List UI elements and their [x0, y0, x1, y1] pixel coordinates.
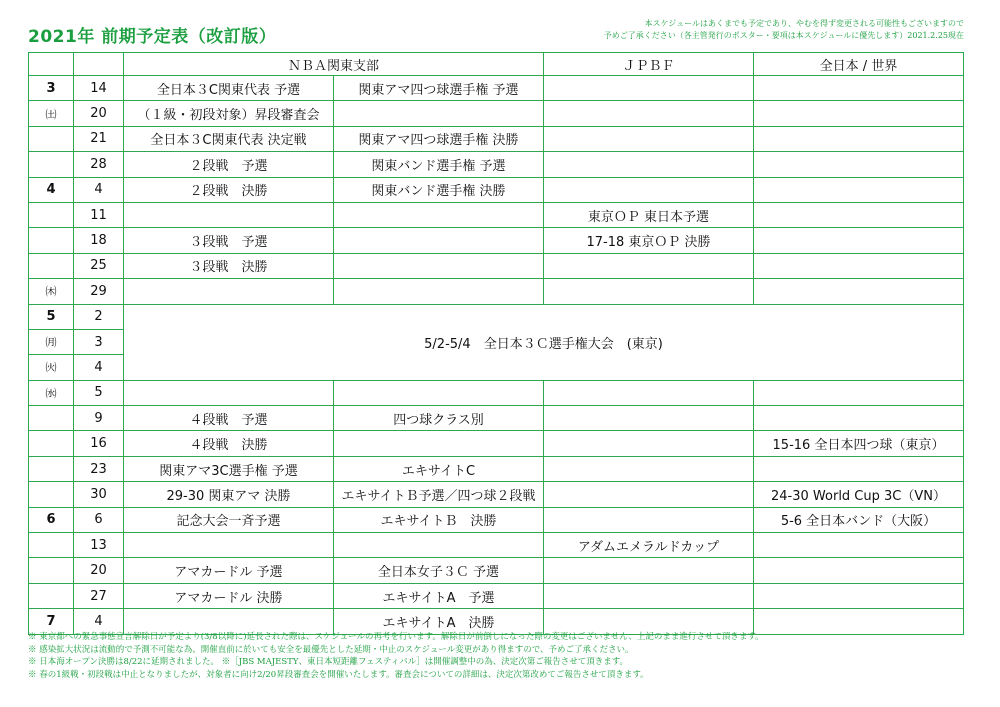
page-title: 2021年 前期予定表（改訂版） — [28, 27, 277, 47]
table-row — [29, 152, 964, 177]
month-cell — [29, 533, 74, 558]
day-cell: 20 — [74, 558, 124, 583]
table-row — [29, 253, 964, 278]
month-cell — [29, 456, 74, 481]
month-cell: ㈬ — [29, 380, 74, 405]
table-row — [29, 228, 964, 253]
table-row — [29, 76, 964, 101]
world-event-cell: 24-30 World Cup 3C（VN） — [754, 482, 964, 507]
nba-event-cell — [124, 533, 334, 558]
table-row — [29, 101, 964, 126]
day-cell: 25 — [74, 253, 124, 278]
jpbf-event-cell — [544, 177, 754, 202]
disclaimer-line: 本スケジュールはあくまでも予定であり、やむを得ず変更される可能性もございますので — [644, 19, 964, 28]
nba-event-cell-2 — [334, 202, 544, 227]
table-row — [29, 583, 964, 608]
month-header — [29, 53, 74, 76]
schedule-table — [28, 52, 964, 635]
table-row — [29, 431, 964, 456]
header-row — [29, 53, 964, 76]
jpbf-event-cell: 17-18 東京ＯＰ 決勝 — [544, 228, 754, 253]
nba-event-cell: ４段戦 予選 — [124, 406, 334, 431]
table-row — [29, 406, 964, 431]
day-cell: 4 — [74, 177, 124, 202]
jpbf-event-cell — [544, 406, 754, 431]
day-cell: 27 — [74, 583, 124, 608]
day-cell: 23 — [74, 456, 124, 481]
month-cell — [29, 152, 74, 177]
month-cell: 6 — [29, 507, 74, 532]
day-cell: 30 — [74, 482, 124, 507]
nba-event-cell-2 — [334, 228, 544, 253]
footer-notes — [28, 631, 978, 681]
nba-event-cell-2: 関東バンド選手権 予選 — [334, 152, 544, 177]
jpbf-header: ＪＰＢＦ — [544, 53, 754, 76]
nba-event-cell: 29-30 関東アマ 決勝 — [124, 482, 334, 507]
nba-event-cell-2 — [334, 380, 544, 405]
nba-event-cell — [124, 202, 334, 227]
nba-event-cell-2 — [334, 279, 544, 304]
jpbf-event-cell — [544, 279, 754, 304]
day-cell: 20 — [74, 101, 124, 126]
table-row — [29, 304, 964, 329]
jpbf-event-cell — [544, 76, 754, 101]
table-row — [29, 380, 964, 405]
schedule-disclaimer — [484, 18, 964, 42]
table-row — [29, 507, 964, 532]
table-row — [29, 482, 964, 507]
world-event-cell: 5-6 全日本バンド（大阪） — [754, 507, 964, 532]
nba-event-cell-2 — [334, 431, 544, 456]
nba-event-cell-2: エキサイトC — [334, 456, 544, 481]
world-event-cell — [754, 558, 964, 583]
month-cell — [29, 431, 74, 456]
world-event-cell — [754, 533, 964, 558]
nba-event-cell-2 — [334, 101, 544, 126]
world-event-cell — [754, 177, 964, 202]
nba-event-cell-2: 関東アマ四つ球選手権 決勝 — [334, 126, 544, 151]
month-cell: ㈫ — [29, 355, 74, 380]
world-event-cell — [754, 126, 964, 151]
month-cell: 4 — [29, 177, 74, 202]
day-cell: 5 — [74, 380, 124, 405]
jpbf-event-cell: アダムエメラルドカップ — [544, 533, 754, 558]
world-event-cell — [754, 76, 964, 101]
month-cell: ㈭ — [29, 279, 74, 304]
jpbf-event-cell — [544, 152, 754, 177]
nba-event-cell: ３段戦 予選 — [124, 228, 334, 253]
nba-event-cell — [124, 279, 334, 304]
nba-event-cell: アマカードル 予選 — [124, 558, 334, 583]
day-header — [74, 53, 124, 76]
footer-note: ※ 東京都への緊急事態宣言解除日が予定より(3/8以降に)延長された際は、スケジュールの再考を行います。解除日が前倒しになった際の変更はございません、上記のまま進行させて頂きます。 — [28, 632, 764, 642]
nba-event-cell: 全日本３C関東代表 決定戦 — [124, 126, 334, 151]
nba-event-cell-2: エキサイトA 決勝 — [334, 609, 544, 634]
day-cell: 14 — [74, 76, 124, 101]
nba-event-cell-2: エキサイトA 予選 — [334, 583, 544, 608]
world-event-cell — [754, 101, 964, 126]
table-row — [29, 456, 964, 481]
month-cell: ㈯ — [29, 101, 74, 126]
table-row — [29, 202, 964, 227]
nba-event-cell-2: 四つ球クラス別 — [334, 406, 544, 431]
table-row — [29, 177, 964, 202]
world-header: 全日本 / 世界 — [754, 53, 964, 76]
jpbf-event-cell — [544, 482, 754, 507]
footer-note: ※ 感染拡大状況は流動的で予測不可能な為、開催直前に於いても安全を最優先とした延期・中止のスケジュール変更があり得ますので、予めご了承ください。 — [28, 644, 634, 655]
nba-event-cell: ４段戦 決勝 — [124, 431, 334, 456]
day-cell: 3 — [74, 329, 124, 354]
footer-note: ※ 春の1級戦・初段戦は中止となりましたが、対象者に向け2/20昇段審査会を開催いたします。審査会についての詳細は、決定次第改めてご報告させて頂きます。 — [28, 669, 649, 680]
world-event-cell — [754, 253, 964, 278]
jpbf-event-cell — [544, 507, 754, 532]
month-cell — [29, 558, 74, 583]
table-row — [29, 126, 964, 151]
world-event-cell — [754, 583, 964, 608]
nba-header: ＮＢＡ関東支部 — [124, 53, 544, 76]
nba-event-cell-2 — [334, 253, 544, 278]
day-cell: 11 — [74, 202, 124, 227]
jpbf-event-cell — [544, 253, 754, 278]
day-cell: 2 — [74, 304, 124, 329]
nba-event-cell-2 — [334, 533, 544, 558]
world-event-cell — [754, 279, 964, 304]
nba-event-cell: ２段戦 予選 — [124, 152, 334, 177]
nba-event-cell: 全日本３C関東代表 予選 — [124, 76, 334, 101]
footer-note: ※ 日本海オープン決勝は8/22に延期されました。 ※［JBS MAJESTY、東日本短距離フェスティバル］は開催調整中の為、決定次第ご報告させて頂きます。 — [28, 657, 629, 667]
day-cell: 13 — [74, 533, 124, 558]
world-event-cell — [754, 456, 964, 481]
day-cell: 29 — [74, 279, 124, 304]
world-event-cell — [754, 202, 964, 227]
month-cell — [29, 126, 74, 151]
nba-event-cell — [124, 380, 334, 405]
month-cell: 3 — [29, 76, 74, 101]
table-row — [29, 558, 964, 583]
jpbf-event-cell — [544, 126, 754, 151]
jpbf-event-cell — [544, 101, 754, 126]
world-event-cell — [754, 152, 964, 177]
month-cell — [29, 406, 74, 431]
day-cell: 21 — [74, 126, 124, 151]
nba-event-cell-2: エキサイトＢ 決勝 — [334, 507, 544, 532]
day-cell: 9 — [74, 406, 124, 431]
jpbf-event-cell — [544, 456, 754, 481]
nba-event-cell: 関東アマ3C選手権 予選 — [124, 456, 334, 481]
nba-event-cell-2: エキサイトＢ予選／四つ球２段戦 — [334, 482, 544, 507]
month-cell — [29, 253, 74, 278]
table-row — [29, 533, 964, 558]
month-cell — [29, 202, 74, 227]
nba-event-cell-2: 全日本女子３Ｃ 予選 — [334, 558, 544, 583]
day-cell: 28 — [74, 152, 124, 177]
day-cell: 6 — [74, 507, 124, 532]
disclaimer-line: 予めご了承ください（各主管発行のポスター・要項は本スケジュールに優先します）2021.2.25現在 — [603, 31, 964, 40]
month-cell — [29, 482, 74, 507]
month-cell: 7 — [29, 609, 74, 634]
jpbf-event-cell — [544, 431, 754, 456]
nba-event-cell: 記念大会一斉予選 — [124, 507, 334, 532]
championship-event-cell: 5/2-5/4 全日本３Ｃ選手権大会 (東京) — [124, 304, 964, 380]
month-cell — [29, 583, 74, 608]
nba-event-cell: アマカードル 決勝 — [124, 583, 334, 608]
world-event-cell — [754, 228, 964, 253]
jpbf-event-cell — [544, 380, 754, 405]
world-event-cell — [754, 406, 964, 431]
day-cell: 18 — [74, 228, 124, 253]
day-cell: 4 — [74, 355, 124, 380]
day-cell: 4 — [74, 609, 124, 634]
nba-event-cell: ２段戦 決勝 — [124, 177, 334, 202]
jpbf-event-cell: 東京ＯＰ 東日本予選 — [544, 202, 754, 227]
nba-event-cell: （１級・初段対象）昇段審査会 — [124, 101, 334, 126]
month-cell: 5 — [29, 304, 74, 329]
jpbf-event-cell — [544, 583, 754, 608]
jpbf-event-cell — [544, 558, 754, 583]
month-cell: ㈪ — [29, 329, 74, 354]
nba-event-cell: ３段戦 決勝 — [124, 253, 334, 278]
world-event-cell: 15-16 全日本四つ球（東京） — [754, 431, 964, 456]
nba-event-cell-2: 関東アマ四つ球選手権 予選 — [334, 76, 544, 101]
table-row — [29, 279, 964, 304]
world-event-cell — [754, 380, 964, 405]
day-cell: 16 — [74, 431, 124, 456]
month-cell — [29, 228, 74, 253]
nba-event-cell-2: 関東バンド選手権 決勝 — [334, 177, 544, 202]
